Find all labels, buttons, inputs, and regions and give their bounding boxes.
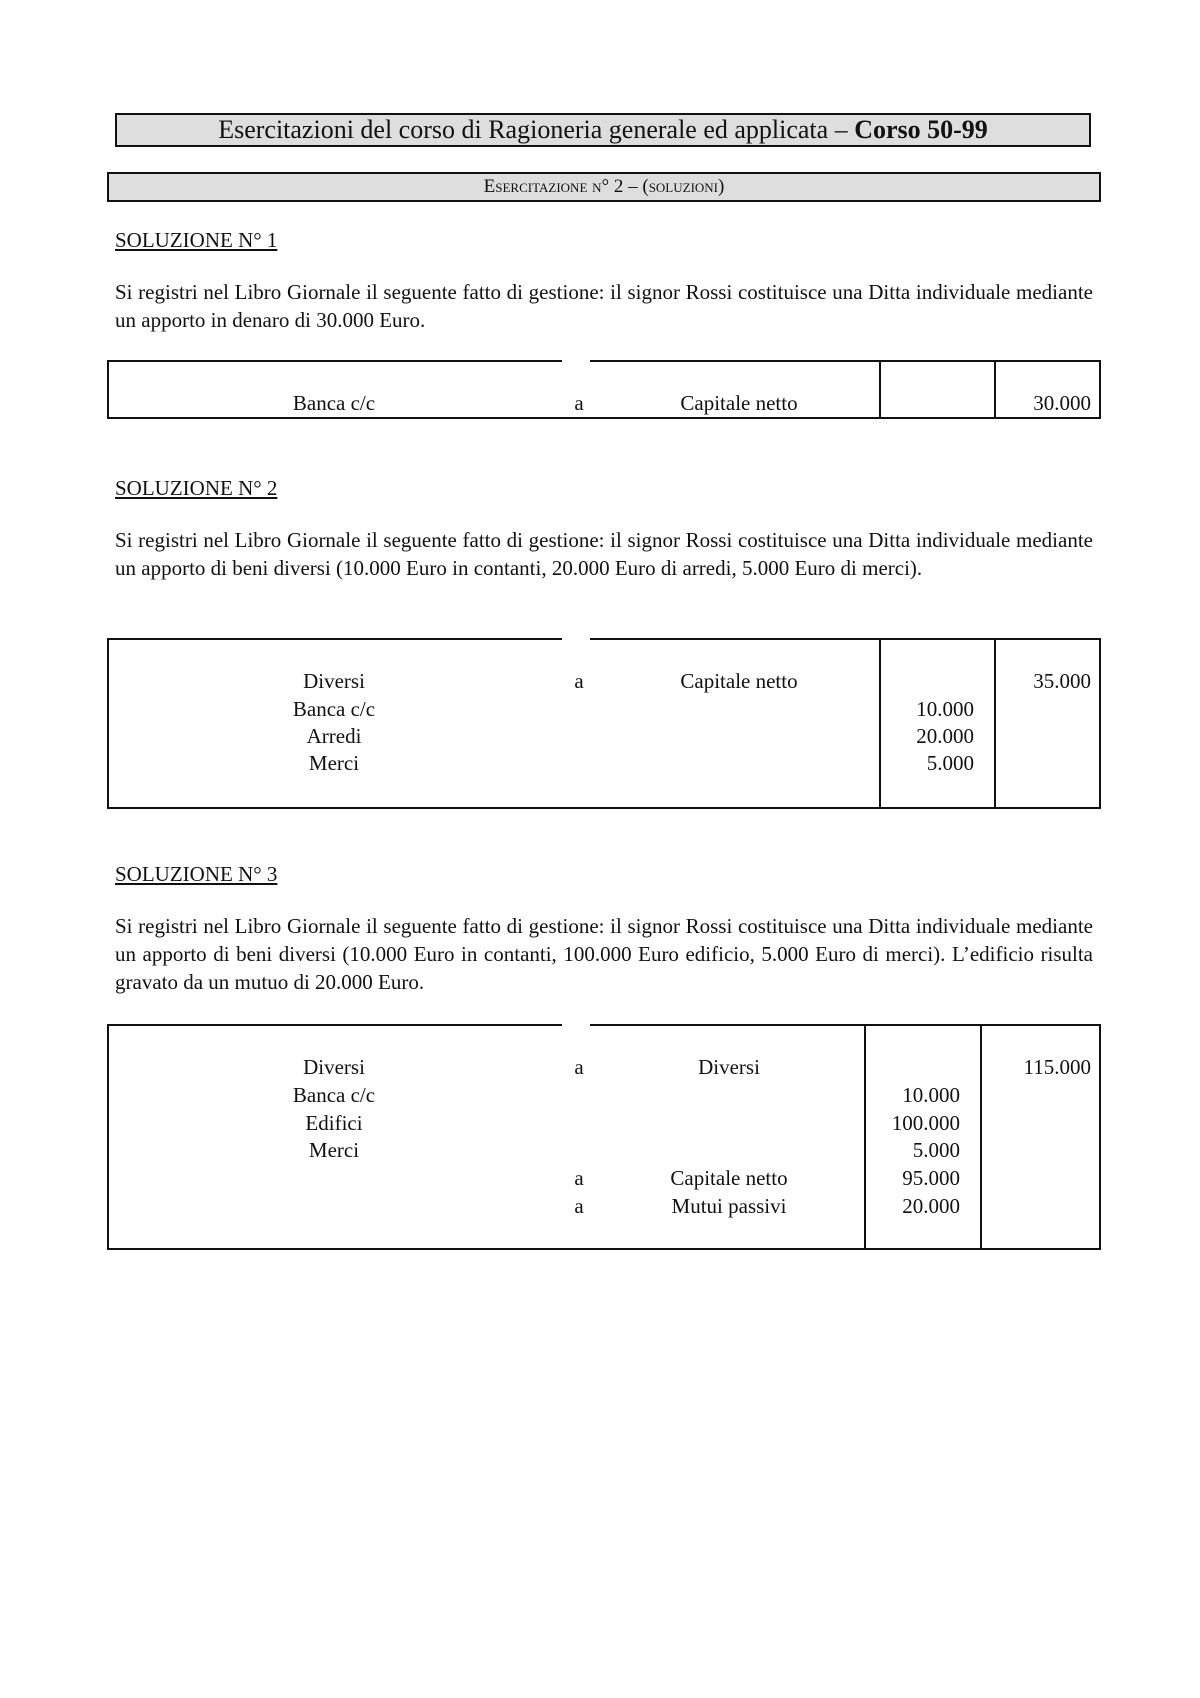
- solution-3-heading: SOLUZIONE N° 3: [115, 862, 278, 886]
- partial-amount: 20.000: [916, 724, 974, 748]
- total-amount: 115.000: [1023, 1055, 1091, 1079]
- debit-account: Edifici: [305, 1111, 363, 1135]
- credit-account: Capitale netto: [670, 1166, 788, 1190]
- debit-account: Banca c/c: [292, 1083, 376, 1107]
- total-amount: 35.000: [1033, 669, 1091, 693]
- debit-account: Banca c/c: [292, 697, 376, 721]
- solution-1-heading: SOLUZIONE N° 1: [115, 228, 278, 252]
- solution-2-heading: SOLUZIONE N° 2: [115, 476, 278, 500]
- credit-account: Diversi: [698, 1055, 760, 1079]
- journal-entry-2: [107, 638, 1101, 809]
- entry-connector: a: [574, 1194, 584, 1218]
- partial-amount: 20.000: [902, 1194, 960, 1218]
- entry-connector: a: [574, 1166, 584, 1190]
- column-divider: [864, 1024, 866, 1248]
- entry-top-rule: [590, 1024, 1099, 1026]
- entry-top-rule: [109, 360, 562, 362]
- partial-amount: 10.000: [916, 697, 974, 721]
- column-divider: [994, 638, 996, 807]
- credit-account: Capitale netto: [680, 391, 798, 415]
- entry-top-rule: [109, 1024, 562, 1026]
- partial-amount: 5.000: [912, 1138, 960, 1162]
- debit-account: Merci: [308, 1138, 360, 1162]
- debit-account: Diversi: [303, 669, 365, 693]
- partial-amount: 100.000: [891, 1111, 960, 1135]
- entry-top-rule: [590, 638, 1099, 640]
- solution-3-text: Si registri nel Libro Giornale il seguente fatto di gestione: il signor Rossi costituisce una Ditta individuale mediante un apporto di beni diversi (10.000 Euro in contanti, 100.000 Euro edificio, 5.000 Euro di merci). L’edificio risulta gravato da un mutuo di 20.000 Euro.: [115, 914, 1093, 994]
- entry-connector: a: [574, 669, 584, 693]
- credit-account: Capitale netto: [680, 669, 798, 693]
- credit-account: Mutui passivi: [671, 1194, 787, 1218]
- solution-1-text: Si registri nel Libro Giornale il seguente fatto di gestione: il signor Rossi costituisce una Ditta individuale mediante un apporto in denaro di 30.000 Euro.: [115, 280, 1093, 332]
- document-title: [115, 113, 1091, 147]
- debit-account: Banca c/c: [292, 391, 376, 415]
- debit-account: Arredi: [306, 724, 362, 748]
- exercise-subtitle: Esercitazione n° 2 – (soluzioni): [107, 172, 1101, 202]
- column-divider: [879, 638, 881, 807]
- column-divider: [980, 1024, 982, 1248]
- total-amount: 30.000: [1033, 391, 1091, 415]
- entry-top-rule: [590, 360, 1099, 362]
- partial-amount: 95.000: [902, 1166, 960, 1190]
- title-text: Esercitazioni del corso di Ragioneria generale ed applicata –: [218, 115, 855, 144]
- column-divider: [879, 360, 881, 417]
- entry-connector: a: [574, 391, 584, 415]
- debit-account: Merci: [308, 751, 360, 775]
- solution-2-text: Si registri nel Libro Giornale il seguente fatto di gestione: il signor Rossi costituisce una Ditta individuale mediante un apporto di beni diversi (10.000 Euro in contanti, 20.000 Euro di arredi, 5.000 Euro di merci).: [115, 528, 1093, 580]
- column-divider: [994, 360, 996, 417]
- entry-top-rule: [109, 638, 562, 640]
- journal-entry-3: [107, 1024, 1101, 1250]
- partial-amount: 10.000: [902, 1083, 960, 1107]
- partial-amount: 5.000: [926, 751, 974, 775]
- debit-account: Diversi: [303, 1055, 365, 1079]
- entry-connector: a: [574, 1055, 584, 1079]
- journal-entry-1: [107, 360, 1101, 419]
- title-course: Corso 50-99: [854, 115, 988, 144]
